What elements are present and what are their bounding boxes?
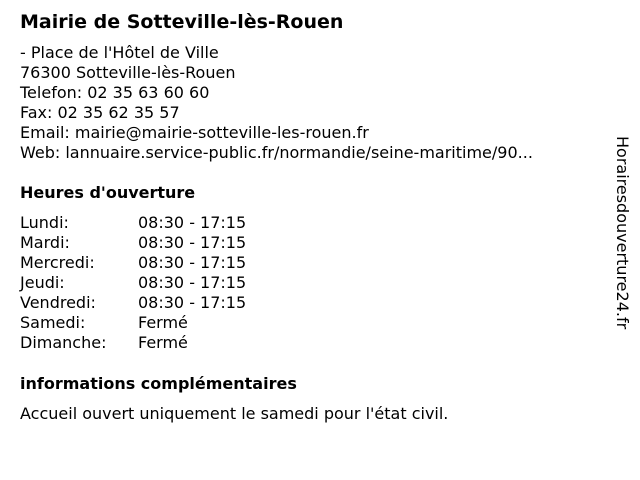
- day-label: Vendredi:: [20, 293, 96, 312]
- day-label: Lundi:: [20, 213, 69, 232]
- additional-info-text: Accueil ouvert uniquement le samedi pour l'état civil.: [20, 404, 449, 423]
- hours-row-thursday: [20, 273, 320, 293]
- street-address: - Place de l'Hôtel de Ville: [20, 43, 219, 62]
- time-value: 08:30 - 17:15: [138, 273, 247, 292]
- time-value: 08:30 - 17:15: [138, 213, 247, 232]
- day-label: Samedi:: [20, 313, 86, 332]
- hours-row-monday: [20, 213, 320, 233]
- hours-row-wednesday: [20, 253, 320, 273]
- time-value: Fermé: [138, 313, 188, 332]
- time-value: 08:30 - 17:15: [138, 253, 247, 272]
- opening-hours-heading: Heures d'ouverture: [20, 183, 196, 202]
- time-value: Fermé: [138, 333, 188, 352]
- hours-row-tuesday: [20, 233, 320, 253]
- address-block: [20, 43, 533, 163]
- time-value: 08:30 - 17:15: [138, 293, 247, 312]
- day-label: Mardi:: [20, 233, 70, 252]
- hours-row-friday: [20, 293, 320, 313]
- day-label: Dimanche:: [20, 333, 107, 352]
- email-link[interactable]: Email: mairie@mairie-sotteville-les-rouen.fr: [20, 123, 369, 142]
- additional-info-heading: informations complémentaires: [20, 374, 297, 393]
- city-address: 76300 Sotteville-lès-Rouen: [20, 63, 236, 82]
- page-title: Mairie de Sotteville-lès-Rouen: [20, 11, 344, 33]
- day-label: Mercredi:: [20, 253, 95, 272]
- day-label: Jeudi:: [20, 273, 65, 292]
- site-watermark: Horairesdouverture24.fr: [613, 136, 632, 330]
- website-link[interactable]: Web: lannuaire.service-public.fr/normandie/seine-maritime/90...: [20, 143, 533, 162]
- hours-row-saturday: [20, 313, 320, 333]
- fax-number: Fax: 02 35 62 35 57: [20, 103, 180, 122]
- phone-number[interactable]: Telefon: 02 35 63 60 60: [20, 83, 210, 102]
- opening-hours-table: [20, 213, 320, 353]
- hours-row-sunday: [20, 333, 320, 353]
- time-value: 08:30 - 17:15: [138, 233, 247, 252]
